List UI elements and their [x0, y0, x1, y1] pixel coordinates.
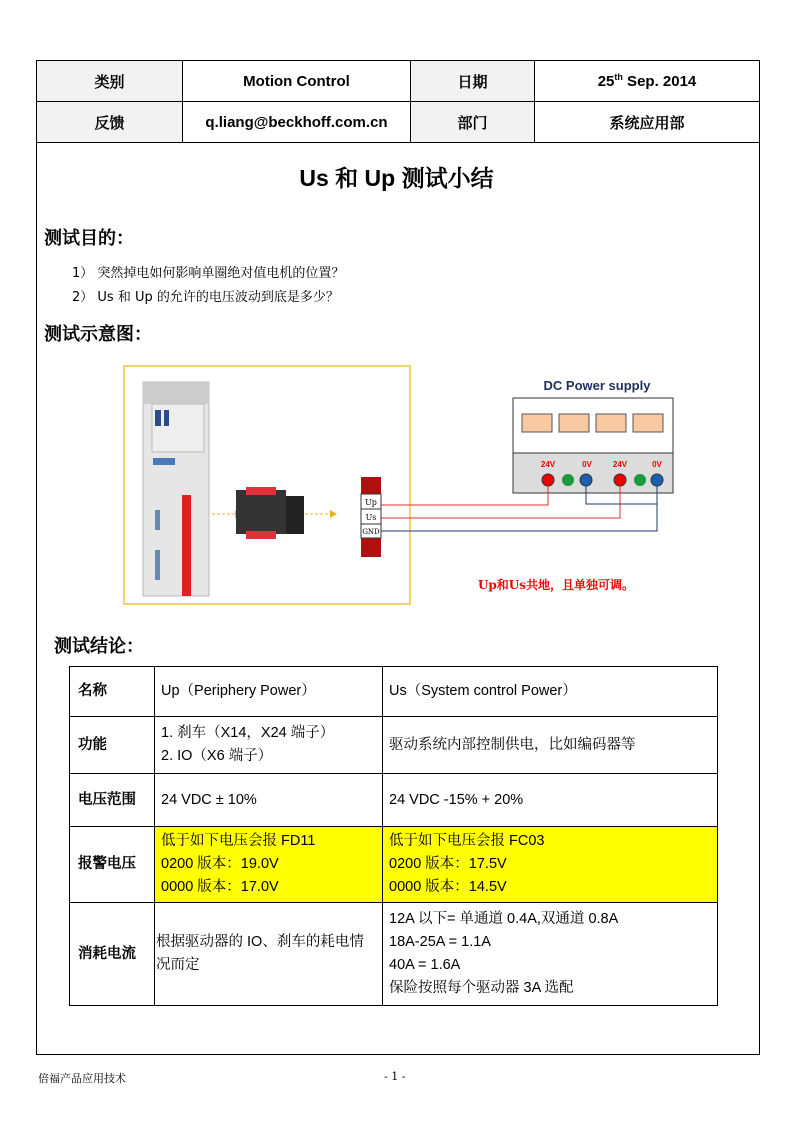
up-line: 1. 刹车（X14，X24 端子） [161, 725, 335, 741]
footer-left: 倍福产品应用技术 [38, 1072, 126, 1085]
us-line: 保险按照每个驱动器 3A 选配 [389, 980, 574, 996]
us-line: 40A = 1.6A [389, 957, 461, 973]
table-row [70, 903, 718, 1006]
row-key: 电压范围 [70, 774, 155, 827]
row-key: 名称 [70, 667, 155, 717]
row-key: 功能 [70, 717, 155, 774]
table-row [70, 667, 718, 717]
diagram-note: Up和Us共地，且单独可调。 [477, 578, 635, 592]
row-key: 消耗电流 [70, 903, 155, 1006]
conclusion-heading: 测试结论： [54, 636, 144, 656]
category-label: 类别 [37, 61, 183, 102]
us-line: 0000 版本：14.5V [389, 879, 507, 895]
up-cell: 根据驱动器的 IO、刹车的耗电情况而定 [155, 903, 383, 1006]
conclusion-table [69, 666, 718, 1006]
feedback-label: 反馈 [37, 102, 183, 143]
table-row [70, 827, 718, 903]
us-line: 0200 版本：17.5V [389, 856, 507, 872]
terminal-label-us: Us [365, 513, 377, 522]
us-line: 低于如下电压会报 FC03 [389, 833, 545, 849]
date-sup: th [614, 72, 623, 82]
up-line: 0000 版本：17.0V [161, 879, 279, 895]
page-number: - 1 - [384, 1070, 406, 1083]
dept-label: 部门 [411, 102, 535, 143]
us-line: 12A 以下= 单通道 0.4A,双通道 0.8A [389, 911, 619, 927]
us-cell [383, 903, 718, 1006]
us-cell: Us（System control Power） [383, 667, 718, 717]
category-value: Motion Control [183, 61, 411, 102]
row-key: 报警电压 [70, 827, 155, 903]
terminal-label-gnd: GND [362, 528, 380, 536]
up-cell: 24 VDC ± 10% [155, 774, 383, 827]
diagram-heading: 测试示意图： [44, 324, 152, 344]
date-day: 25 [597, 73, 615, 90]
table-row [70, 774, 718, 827]
up-line: 0200 版本：19.0V [161, 856, 279, 872]
up-line: 低于如下电压会报 FD11 [161, 833, 316, 849]
psu-label-24v-2: 24V [612, 460, 628, 469]
us-line: 18A-25A = 1.1A [389, 934, 491, 950]
table-row [70, 717, 718, 774]
date-label: 日期 [411, 61, 535, 102]
psu-label-0v-1: 0V [582, 460, 592, 469]
up-cell [155, 717, 383, 774]
up-cell: Up（Periphery Power） [155, 667, 383, 717]
feedback-email[interactable]: q.liang@beckhoff.com.cn [183, 102, 411, 143]
us-cell: 驱动系统内部控制供电，比如编码器等 [383, 717, 718, 774]
purpose-heading: 测试目的： [44, 228, 134, 248]
psu-label-0v-2: 0V [652, 460, 662, 469]
up-line: 2. IO（X6 端子） [161, 748, 273, 764]
purpose-item-1: 1） 突然掉电如何影响单圈绝对值电机的位置？ [72, 266, 345, 281]
dept-value: 系统应用部 [535, 102, 760, 143]
purpose-item-2: 2） Us 和 Up 的允许的电压波动到底是多少？ [72, 290, 339, 305]
psu-title: DC Power supply [543, 378, 651, 393]
psu-label-24v-1: 24V [540, 460, 556, 469]
us-cell: 24 VDC -15% + 20% [383, 774, 718, 827]
up-cell [155, 827, 383, 903]
us-cell [383, 827, 718, 903]
drive-device-image [143, 382, 209, 596]
date-rest: Sep. 2014 [622, 73, 697, 90]
page-title: Us 和 Up 测试小结 [299, 165, 494, 191]
terminal-label-up: Up [365, 498, 377, 507]
